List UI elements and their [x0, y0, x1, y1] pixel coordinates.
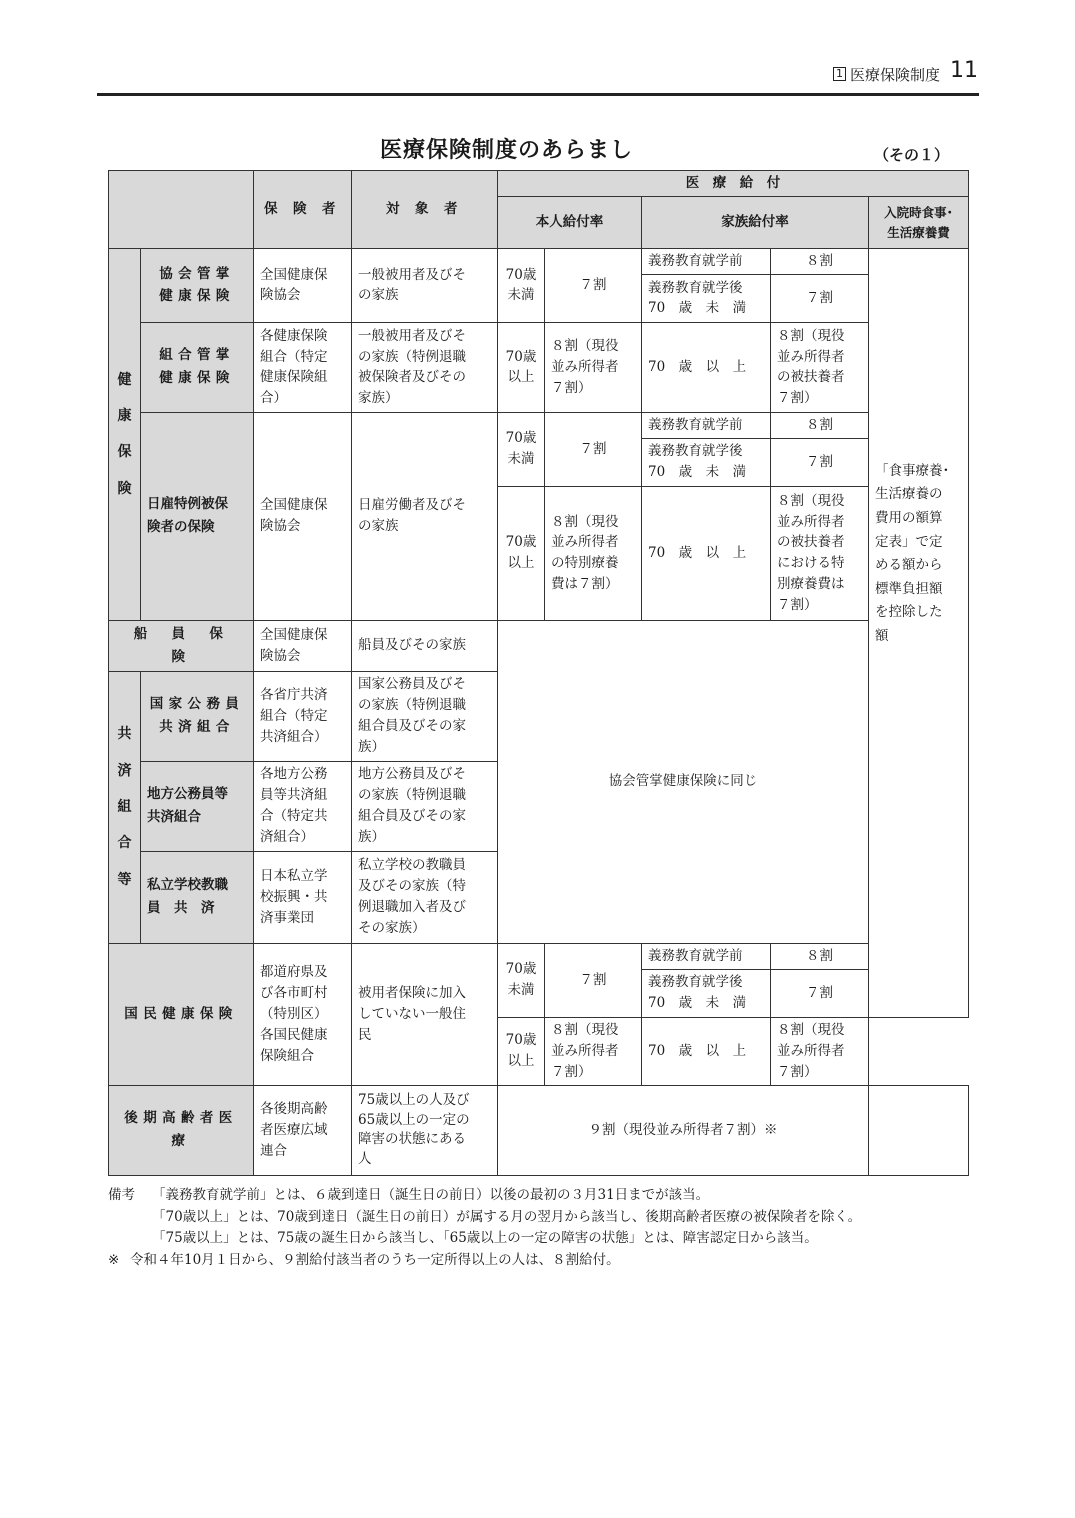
hiyatoi-self-rate: ７割 [545, 412, 642, 486]
kokuho-family-over70-rate: ８割（現役 並み所得者 ７割） [771, 1017, 869, 1085]
row-senin-insurer: 全国健康保 険協会 [254, 620, 352, 671]
group-kyosai: 共 済 組 合 等 [109, 671, 141, 943]
kokuho-postschool-rate: ７割 [771, 969, 869, 1017]
hiyatoi-preschool: 義務教育就学前 [642, 412, 771, 438]
table-row [109, 249, 969, 275]
group-kenko: 健 康 保 険 [109, 249, 141, 621]
asterisk-label: ※ [108, 1251, 120, 1268]
row-kyokai-insurer: 全国健康保 険協会 [254, 249, 352, 323]
row-kumiai-target: 一般被用者及びそ の家族（特例退職 被保険者及びその 家族） [352, 322, 498, 412]
notes [108, 1185, 988, 1271]
hiyatoi-family-over70-rate: ８割（現役 並み所得者 の被扶養者 における特 別療養費は ７割） [771, 486, 869, 620]
row-koki-target: 75歳以上の人及び 65歳以上の一定の 障害の状態にある 人 [352, 1085, 498, 1175]
row-kokuho-insurer: 都道府県及 び各市町村 （特別区） 各国民健康 保険組合 [254, 943, 352, 1085]
note-text: 「70歳以上」とは、70歳到達日（誕生日の前日）が属する月の翌月から該当し、後期高齢者医療の被保険者を除く。 [152, 1208, 862, 1225]
header-benefit: 医 療 給 付 [498, 171, 969, 197]
row-chiho-insurer: 各地方公務 員等共済組 合（特定共 済組合） [254, 761, 352, 851]
meal-column [869, 249, 969, 1018]
row-kokka-insurer: 各省庁共済 組合（特定 共済組合） [254, 671, 352, 761]
note-line [108, 1228, 988, 1250]
row-koki-name: 後期高齢者医療 [109, 1085, 254, 1175]
row-kyokai-target: 一般被用者及びそ の家族 [352, 249, 498, 323]
notes-label: 備考 [108, 1187, 135, 1203]
row-kyokai-name: 協会管掌 健康保険 [141, 249, 254, 323]
header-family-rate: 家族給付率 [642, 197, 869, 249]
kyokai-self-rate: ７割 [545, 249, 642, 323]
hiyatoi-self-over70: ８割（現役 並み所得者 の特別療養 費は７割） [545, 486, 642, 620]
row-shiritsu-target: 私立学校の教職員 及びその家族（特 例退職加入者及び その家族） [352, 851, 498, 943]
row-shiritsu-name: 私立学校教職 員 共 済 [141, 851, 254, 943]
row-koki-insurer: 各後期高齢 者医療広域 連合 [254, 1085, 352, 1175]
note-text: 「75歳以上」とは、75歳の誕生日から該当し、「65歳以上の一定の障害の状態」とは、障害認定日から該当。 [152, 1230, 818, 1247]
kokuho-under70: 70歳 未満 [498, 943, 545, 1017]
row-shiritsu-insurer: 日本私立学 校振興・共 済事業団 [254, 851, 352, 943]
table-row [109, 322, 969, 412]
table-row [109, 620, 969, 671]
header-insurer: 保 険 者 [254, 171, 352, 249]
hiyatoi-family-over70-label: 70 歳 以 上 [642, 486, 771, 620]
kokuho-over70: 70歳 以上 [498, 1017, 545, 1085]
note-line [108, 1250, 988, 1272]
kumiai-over70: 70歳 以上 [498, 322, 545, 412]
row-kokuho-name: 国民健康保険 [109, 943, 254, 1085]
kyokai-preschool-rate: ８割 [771, 249, 869, 275]
note-text: 「義務教育就学前」とは、６歳到達日（誕生日の前日）以後の最初の３月31日までが該当。 [152, 1187, 710, 1203]
row-hiyatoi-target: 日雇労働者及びそ の家族 [352, 412, 498, 620]
kokuho-family-over70-label: 70 歳 以 上 [642, 1017, 771, 1085]
koki-benefit: ９割（現役並み所得者７割）※ [498, 1085, 869, 1175]
section-number-box: 1 [833, 67, 846, 81]
running-header [833, 58, 978, 85]
table-row [109, 412, 969, 438]
hiyatoi-postschool-rate: ７割 [771, 438, 869, 486]
section-label [833, 64, 940, 85]
row-kokuho-target: 被用者保険に加入 していない一般住 民 [352, 943, 498, 1085]
row-kokka-name: 国家公務員 共済組合 [141, 671, 254, 761]
page-number: 11 [950, 58, 978, 83]
row-kumiai-name: 組合管掌 健康保険 [141, 322, 254, 412]
kyokai-postschool-rate: ７割 [771, 274, 869, 322]
kumiai-family-over70-rate: ８割（現役 並み所得者 の被扶養者 ７割） [771, 322, 869, 412]
hiyatoi-under70: 70歳 未満 [498, 412, 545, 486]
kumiai-family-over70-label: 70 歳 以 上 [642, 322, 771, 412]
row-hiyatoi-name: 日雇特例被保 険者の保険 [141, 412, 254, 620]
table-row [109, 1085, 969, 1175]
kokuho-preschool-rate: ８割 [771, 943, 869, 969]
kyokai-postschool: 義務教育就学後 70 歳 未 満 [642, 274, 771, 322]
kokuho-self-rate: ７割 [545, 943, 642, 1017]
hiyatoi-over70: 70歳 以上 [498, 486, 545, 620]
note-text: 令和４年10月１日から、９割給付該当者のうち一定所得以上の人は、８割給付。 [130, 1251, 620, 1268]
kokuho-self-over70: ８割（現役 並み所得者 ７割） [545, 1017, 642, 1085]
row-senin-target: 船員及びその家族 [352, 620, 498, 671]
header-row-1 [109, 171, 969, 197]
kokuho-postschool: 義務教育就学後 70 歳 未 満 [642, 969, 771, 1017]
same-as-kyokai: 協会管掌健康保険に同じ [498, 620, 869, 943]
row-kumiai-insurer: 各健康保険 組合（特定 健康保険組 合） [254, 322, 352, 412]
kyokai-under70: 70歳 未満 [498, 249, 545, 323]
row-chiho-target: 地方公務員及びそ の家族（特例退職 組合員及びその家 族） [352, 761, 498, 851]
kyokai-preschool: 義務教育就学前 [642, 249, 771, 275]
row-kokka-target: 国家公務員及びそ の家族（特例退職 組合員及びその家 族） [352, 671, 498, 761]
header-blank [109, 171, 254, 249]
koki-meal [869, 1085, 969, 1175]
hiyatoi-preschool-rate: ８割 [771, 412, 869, 438]
meal-note: 「食事療養･ 生活療養の 費用の額算 定表」で定 める額から 標準負担額 を控除した 額 [875, 462, 950, 645]
hiyatoi-postschool: 義務教育就学後 70 歳 未 満 [642, 438, 771, 486]
kokuho-preschool: 義務教育就学前 [642, 943, 771, 969]
document-part: （その１） [874, 146, 950, 164]
row-senin-name: 船 員 保 険 [109, 620, 254, 671]
header-meal: 入院時食事･ 生活療養費 [869, 197, 969, 249]
table-row [109, 943, 969, 969]
insurance-table [108, 170, 969, 1176]
note-line [108, 1185, 988, 1207]
header-rule [97, 93, 979, 96]
section-title: 医療保険制度 [849, 65, 940, 84]
document-title: 医療保険制度のあらまし [380, 138, 634, 163]
row-hiyatoi-insurer: 全国健康保 険協会 [254, 412, 352, 620]
header-target: 対 象 者 [352, 171, 498, 249]
kumiai-self-over70: ８割（現役 並み所得者 ７割） [545, 322, 642, 412]
header-self-rate: 本人給付率 [498, 197, 642, 249]
row-chiho-name: 地方公務員等 共済組合 [141, 761, 254, 851]
note-line [108, 1207, 988, 1229]
